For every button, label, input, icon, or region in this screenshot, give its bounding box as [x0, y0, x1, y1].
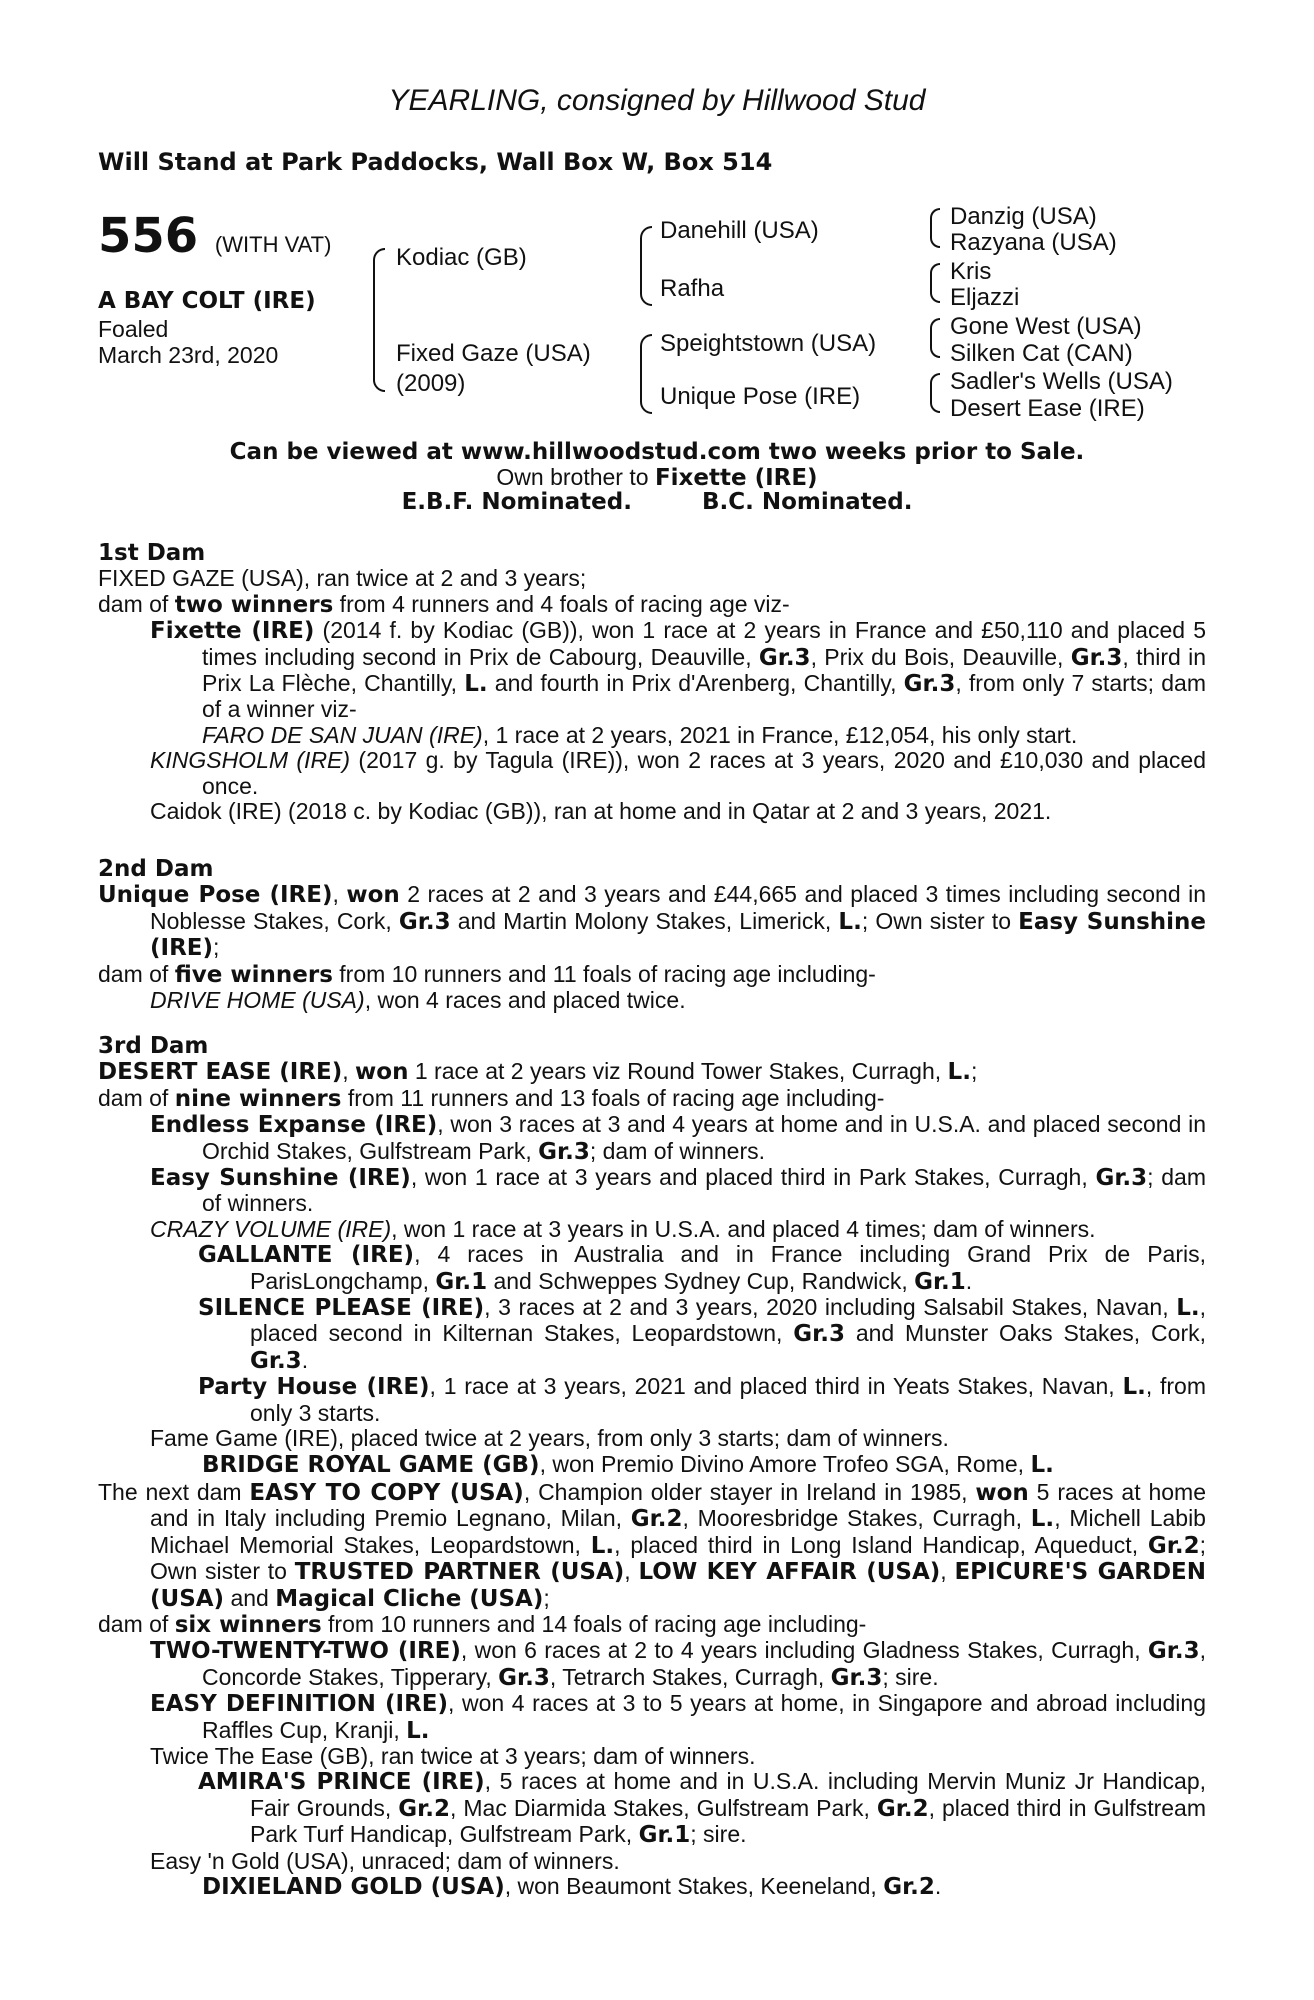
- text: , placed second in Kilternan Stakes, Leopardstown,: [250, 1294, 1206, 1347]
- text: , 4 races in Australia and in France including Grand Prix de Paris, ParisLongchamp,: [250, 1241, 1207, 1294]
- produce-two-twenty-two: [98, 1638, 1206, 1691]
- produce-silence-please: [98, 1295, 1206, 1374]
- grade: Gr.3: [1070, 644, 1123, 671]
- horse-name: CRAZY VOLUME (IRE): [150, 1215, 392, 1242]
- listed: L.: [1030, 1506, 1055, 1533]
- text: dam of: [98, 590, 175, 617]
- text: ;: [543, 1584, 550, 1611]
- text: ; Own sister to: [150, 1531, 1206, 1585]
- ancestor-4: Eljazzi: [950, 284, 1020, 311]
- grade: Gr.3: [498, 1664, 550, 1691]
- text: from 4 runners and 4 foals of racing age viz-: [333, 590, 790, 617]
- text: The next dam: [98, 1479, 250, 1505]
- lot-number: [98, 208, 331, 264]
- listed: L.: [1176, 1295, 1200, 1322]
- horse-name: EASY DEFINITION (IRE): [150, 1691, 449, 1718]
- bc-nominated: B.C. Nominated.: [701, 489, 913, 515]
- produce-easy-sunshine: [98, 1165, 1206, 1217]
- produce-fixette: [98, 618, 1206, 723]
- produce-easy-definition: [98, 1691, 1206, 1744]
- brother-note: [0, 465, 1314, 491]
- horse-name: SILENCE PLEASE (IRE): [198, 1295, 485, 1322]
- grade: Gr.2: [883, 1874, 935, 1901]
- text: , won 1 race at 3 years and placed third in Park Stakes, Curragh,: [410, 1164, 1096, 1191]
- first-dam-heading: 1st Dam: [98, 540, 206, 566]
- winners-count: six winners: [174, 1612, 322, 1639]
- grade: Gr.2: [1147, 1532, 1200, 1559]
- sibling-name: Magical Cliche (USA): [275, 1585, 544, 1612]
- foaled-label: Foaled: [98, 316, 169, 342]
- text: ;: [970, 1058, 978, 1085]
- text: 2 races at 2 and 3 years and £44,665 and placed 3 times including second in Noblesse Stakes, Cork,: [150, 881, 1207, 934]
- dam-year: (2009): [396, 370, 466, 397]
- grade: Gr.1: [638, 1822, 691, 1849]
- listed: L.: [1030, 1451, 1054, 1478]
- third-dam-record: DESERT EASE (IRE), won 1 race at 2 years viz Round Tower Stakes, Curragh, L.;: [98, 1058, 978, 1086]
- third-dam-heading: 3rd Dam: [98, 1033, 209, 1059]
- text: ; dam of winners.: [202, 1164, 1206, 1217]
- grade: Gr.3: [1095, 1165, 1148, 1192]
- horse-name: GALLANTE (IRE): [198, 1242, 415, 1269]
- grade: Gr.3: [1147, 1638, 1200, 1665]
- horse-name: FARO DE SAN JUAN (IRE): [202, 721, 483, 748]
- horse-name: AMIRA'S PRINCE (IRE): [198, 1769, 485, 1796]
- text: , won 6 races at 2 to 4 years including Gladness Stakes, Curragh,: [460, 1637, 1148, 1664]
- text: , 1 race at 2 years, 2021 in France, £12,054, his only start.: [482, 721, 1078, 748]
- grade: Gr.3: [830, 1664, 883, 1691]
- produce-amiras-prince: [98, 1769, 1206, 1848]
- second-dam-produce: [98, 962, 1206, 988]
- sister-name: Easy Sunshine (IRE): [150, 908, 1206, 962]
- text: , Concorde Stakes, Tipperary,: [202, 1637, 1206, 1690]
- text: and fourth in Prix d'Arenberg, Chantilly,: [487, 670, 904, 697]
- horse-name: TWO-TWENTY-TWO (IRE): [150, 1638, 461, 1665]
- horse-name: KINGSHOLM (IRE): [150, 747, 351, 774]
- lot-name: A BAY COLT (IRE): [98, 288, 316, 314]
- text: 5 races at home and in Italy including Premio Legnano, Milan,: [150, 1479, 1206, 1532]
- won: won: [346, 882, 400, 909]
- next-dam-produce: [98, 1612, 1206, 1638]
- ancestor-5: Gone West (USA): [950, 313, 1142, 340]
- grade: Gr.3: [538, 1138, 590, 1165]
- pedigree-brace-4: [930, 208, 940, 248]
- pedigree-brace-1: [373, 248, 385, 392]
- third-dam-produce: [98, 1086, 1206, 1112]
- text: ; dam of winners.: [589, 1137, 765, 1164]
- nominations: [0, 490, 1314, 515]
- text: from 11 runners and 13 foals of racing age including-: [341, 1084, 885, 1111]
- text: ,: [940, 1558, 955, 1585]
- winners-count: nine winners: [174, 1085, 342, 1112]
- text: ; sire.: [690, 1821, 747, 1848]
- produce-fame-game: Fame Game (IRE), placed twice at 2 years, from only 3 starts; dam of winners.: [150, 1425, 949, 1452]
- text: dam of: [98, 1084, 175, 1111]
- text: , won Beaumont Stakes, Keeneland,: [504, 1873, 884, 1900]
- first-dam-produce: [98, 592, 1206, 618]
- produce-drive-home: [98, 988, 1206, 1013]
- text: ;: [213, 934, 220, 961]
- text: from 10 runners and 11 foals of racing age including-: [332, 960, 876, 987]
- grade: Gr.3: [758, 644, 811, 671]
- grade: Gr.3: [398, 908, 451, 935]
- text: .: [301, 1346, 309, 1373]
- produce-twice-the-ease: Twice The Ease (GB), ran twice at 3 years; dam of winners.: [150, 1743, 756, 1770]
- grade: Gr.1: [435, 1268, 488, 1295]
- produce-faro: [98, 723, 1206, 748]
- listed: L.: [1122, 1374, 1146, 1401]
- text: , from only 3 starts.: [250, 1373, 1206, 1426]
- text: , Mooresbridge Stakes, Curragh,: [682, 1505, 1031, 1532]
- first-dam-section: [98, 541, 1206, 824]
- grade: Gr.2: [876, 1795, 929, 1822]
- stand-location: Will Stand at Park Paddocks, Wall Box W, Box 514: [98, 148, 773, 176]
- pedigree-brace-3: [640, 334, 652, 414]
- horse-name: Party House (IRE): [198, 1374, 430, 1401]
- text: , won 3 races at 3 and 4 years at home and in U.S.A. and placed second in Orchid Stakes, Gulfstream Park,: [202, 1111, 1206, 1164]
- sibling-name: TRUSTED PARTNER (USA): [294, 1559, 625, 1586]
- listed: L.: [464, 671, 488, 698]
- second-dam-section: [98, 857, 1206, 1013]
- pedigree-brace-5: [930, 263, 940, 303]
- page-title: YEARLING, consigned by Hillwood Stud: [388, 84, 926, 117]
- sibling-name: EPICURE'S GARDEN (USA): [150, 1559, 1207, 1612]
- text: , won 4 races at 3 to 5 years at home, in Singapore and abroad including Raffles Cup, Kranji,: [202, 1690, 1206, 1743]
- next-dam-section: [98, 1480, 1206, 1901]
- grade: Gr.3: [250, 1347, 302, 1374]
- text: ; Own sister to: [861, 907, 1019, 934]
- sire-sire: Danehill (USA): [660, 217, 819, 244]
- grade: Gr.3: [903, 671, 956, 698]
- produce-endless-expanse: [98, 1112, 1206, 1165]
- text: , third in Prix La Flèche, Chantilly,: [202, 643, 1206, 697]
- text: ; sire.: [882, 1663, 939, 1690]
- pedigree-brace-7: [930, 373, 940, 413]
- ancestor-3: Kris: [950, 258, 992, 285]
- produce-crazy-volume: [98, 1217, 1206, 1242]
- brother-name: Fixette (IRE): [654, 465, 818, 491]
- text: and Munster Oaks Stakes, Cork,: [844, 1320, 1206, 1347]
- horse-name: Easy Sunshine (IRE): [150, 1165, 411, 1192]
- produce-kingsholm: [98, 748, 1206, 799]
- text: , from only 7 starts; dam of a winner viz-: [202, 670, 1206, 723]
- text: , Mac Diarmida Stakes, Gulfstream Park,: [449, 1794, 877, 1821]
- listed: L.: [406, 1717, 430, 1744]
- grade: Gr.2: [630, 1506, 683, 1533]
- listed: L.: [947, 1059, 971, 1086]
- produce-caidok: Caidok (IRE) (2018 c. by Kodiac (GB)), ran at home and in Qatar at 2 and 3 years, 2021.: [150, 798, 1052, 825]
- text: , Champion older stayer in Ireland in 1985,: [523, 1479, 976, 1505]
- produce-party-house: [98, 1374, 1206, 1426]
- horse-name: Unique Pose (IRE): [98, 882, 333, 909]
- horse-name: DESERT EASE (IRE): [98, 1059, 343, 1086]
- text: 1 race at 2 years viz Round Tower Stakes, Curragh,: [408, 1058, 948, 1085]
- horse-name: EASY TO COPY (USA): [249, 1480, 524, 1506]
- ancestor-7: Sadler's Wells (USA): [950, 368, 1173, 395]
- produce-dixieland-gold: [98, 1874, 1206, 1900]
- produce-easy-n-gold: Easy 'n Gold (USA), unraced; dam of winners.: [150, 1847, 620, 1874]
- text: and Martin Molony Stakes, Limerick,: [450, 907, 839, 934]
- text: from 10 runners and 14 foals of racing age including-: [321, 1611, 867, 1638]
- text: , placed third in Long Island Handicap, Aqueduct,: [614, 1531, 1148, 1558]
- winners-count: five winners: [174, 961, 333, 988]
- vat-note: (WITH VAT): [214, 232, 332, 257]
- text: dam of: [98, 1611, 175, 1638]
- text: , Tetrarch Stakes, Curragh,: [549, 1663, 831, 1690]
- brother-prefix: Own brother to: [496, 464, 655, 490]
- ancestor-8: Desert Ease (IRE): [950, 395, 1145, 422]
- foaled-date: March 23rd, 2020: [98, 342, 279, 368]
- ebf-nominated: E.B.F. Nominated.: [401, 489, 632, 515]
- text: ,: [624, 1558, 639, 1585]
- ancestor-2: Razyana (USA): [950, 229, 1117, 256]
- text: .: [934, 1873, 942, 1900]
- won: won: [355, 1059, 409, 1086]
- sire-dam: Rafha: [660, 275, 725, 302]
- sire: Kodiac (GB): [396, 244, 527, 271]
- produce-gallante: [98, 1242, 1206, 1295]
- text: , won 4 races and placed twice.: [364, 987, 686, 1014]
- dam-dam: Unique Pose (IRE): [660, 383, 861, 410]
- dam-sire: Speightstown (USA): [660, 330, 877, 357]
- listed: L.: [838, 908, 862, 935]
- text: , 1 race at 3 years, 2021 and placed third in Yeats Stakes, Navan,: [429, 1373, 1123, 1400]
- second-dam-heading: 2nd Dam: [98, 856, 214, 882]
- text: .: [965, 1267, 973, 1294]
- dam: Fixed Gaze (USA): [396, 340, 591, 367]
- text: and Schweppes Sydney Cup, Randwick,: [487, 1267, 915, 1294]
- grade: Gr.1: [914, 1268, 966, 1295]
- grade: Gr.3: [793, 1321, 845, 1348]
- text: , Prix du Bois, Deauville,: [810, 643, 1071, 670]
- lot-number-value: 556: [98, 208, 199, 264]
- pedigree-brace-6: [930, 318, 940, 358]
- next-dam-record: [98, 1480, 1206, 1612]
- horse-name: DRIVE HOME (USA): [150, 987, 365, 1014]
- ancestor-1: Danzig (USA): [950, 203, 1097, 230]
- ancestor-6: Silken Cat (CAN): [950, 340, 1133, 367]
- text: , won 1 race at 3 years in U.S.A. and placed 4 times; dam of winners.: [391, 1215, 1096, 1242]
- pedigree-brace-2: [640, 226, 652, 306]
- text: , placed third in Gulfstream Park Turf Handicap, Gulfstream Park,: [250, 1794, 1206, 1848]
- text: , Michell Labib Michael Memorial Stakes, Leopardstown,: [150, 1505, 1206, 1558]
- winners-count: two winners: [174, 591, 334, 618]
- won: won: [975, 1480, 1029, 1506]
- horse-name: Endless Expanse (IRE): [150, 1112, 438, 1139]
- third-dam-section: [98, 1034, 1206, 1478]
- produce-bridge-royal-game: [98, 1452, 1206, 1478]
- second-dam-record: Unique Pose (IRE), won 2 races at 2 and 3 years and £44,665 and placed 3 times including second in Noblesse Stakes, Cork, Gr.3 and Martin Molony Stakes, Limerick, L.; Own sister to Easy Sunshine (IRE);: [98, 881, 1207, 962]
- text: dam of: [98, 960, 175, 987]
- text: , 3 races at 2 and 3 years, 2020 including Salsabil Stakes, Navan,: [484, 1294, 1177, 1321]
- sibling-name: LOW KEY AFFAIR (USA): [638, 1559, 941, 1586]
- horse-name: BRIDGE ROYAL GAME (GB): [202, 1451, 540, 1478]
- horse-name: DIXIELAND GOLD (USA): [202, 1874, 505, 1901]
- text: , 5 races at home and in U.S.A. including Mervin Muniz Jr Handicap, Fair Grounds,: [250, 1768, 1206, 1821]
- listed: L.: [590, 1532, 615, 1559]
- text: (2017 g. by Tagula (IRE)), won 2 races at 3 years, 2020 and £10,030 and placed once.: [202, 747, 1206, 799]
- text: , won Premio Divino Amore Trofeo SGA, Rome,: [539, 1450, 1031, 1477]
- horse-name: Fixette (IRE): [150, 618, 315, 645]
- viewing-note: Can be viewed at www.hillwoodstud.com two weeks prior to Sale.: [229, 439, 1085, 465]
- grade: Gr.2: [398, 1795, 450, 1822]
- first-dam-line: FIXED GAZE (USA), ran twice at 2 and 3 years;: [98, 565, 587, 592]
- text: (2014 f. by Kodiac (GB)), won 1 race at 2 years in France and £50,110 and placed 5 times including second in Prix de Cabourg, Deauville,: [202, 617, 1206, 670]
- text: and: [224, 1584, 276, 1611]
